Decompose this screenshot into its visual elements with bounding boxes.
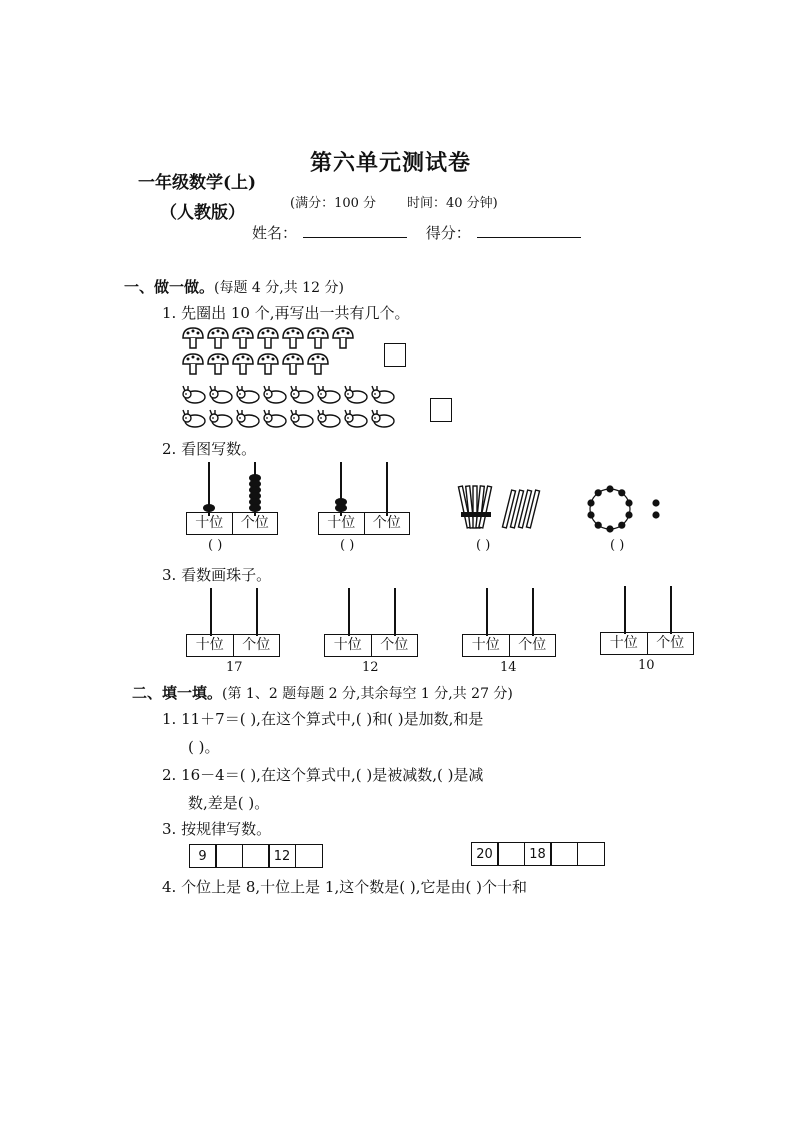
mushroom-icon xyxy=(258,328,278,348)
rabbit-icon xyxy=(264,410,286,427)
s2-q1-line2: ( )。 xyxy=(188,738,220,756)
mushroom-icon xyxy=(183,328,203,348)
place-value-table xyxy=(186,512,278,535)
edition-label: （人教版） xyxy=(160,203,245,223)
rabbit-icon xyxy=(237,386,259,403)
bead xyxy=(335,504,347,512)
s1-q3-text: 3. 看数画珠子。 xyxy=(162,566,272,584)
ones-rod xyxy=(670,586,672,634)
name-score-row xyxy=(252,222,595,243)
sequence-cell: 20 xyxy=(471,842,499,866)
place-value-table xyxy=(318,512,410,535)
rabbit-icon xyxy=(291,410,313,427)
abacus-draw-4[interactable] xyxy=(600,586,694,656)
time-limit: 时间：40 分钟) xyxy=(407,196,498,211)
abacus-draw-2[interactable] xyxy=(324,588,418,658)
abacus-item-1 xyxy=(186,462,278,538)
section2-note: (第 1、2 题每题 2 分,其余每空 1 分,共 27 分) xyxy=(222,686,513,702)
answer-blank[interactable]: ( ) xyxy=(340,538,355,553)
section1-heading: 一、做一做。 xyxy=(124,278,215,296)
tens-rod xyxy=(624,586,626,634)
mushroom-icon xyxy=(333,328,353,348)
mushroom-icon xyxy=(283,354,303,374)
mushroom-icon xyxy=(283,328,303,348)
subject-label: 一年级数学(上) xyxy=(138,173,257,193)
mushroom-icon xyxy=(183,354,203,374)
tens-rod xyxy=(210,588,212,636)
rabbit-icon xyxy=(345,410,367,427)
ones-rod xyxy=(386,462,388,516)
name-label: 姓名： xyxy=(252,224,298,242)
s2-q2-line2: 数,差是( )。 xyxy=(188,794,270,812)
rabbit-icon xyxy=(237,410,259,427)
rabbit-icon xyxy=(264,386,286,403)
sequence-cell[interactable] xyxy=(295,844,323,868)
mushroom-icon xyxy=(258,354,278,374)
tens-label: 十位 xyxy=(333,637,362,653)
sticks-icon xyxy=(455,484,547,534)
target-number: 14 xyxy=(500,660,517,675)
score-label: 得分： xyxy=(425,224,471,242)
ones-label: 个位 xyxy=(371,635,418,656)
ones-rod xyxy=(394,588,396,636)
ones-label: 个位 xyxy=(647,633,694,654)
tens-label: 十位 xyxy=(327,515,356,531)
rabbit-group xyxy=(182,384,412,432)
s2-q4-text: 4. 个位上是 8,十位上是 1,这个数是( ),它是由( )个十和 xyxy=(162,878,527,896)
dots-icon xyxy=(582,484,664,534)
section2-heading: 二、填一填。 xyxy=(132,684,223,702)
ones-label: 个位 xyxy=(233,635,280,656)
ones-rod xyxy=(532,588,534,636)
target-number: 12 xyxy=(362,660,379,675)
sequence-cell[interactable] xyxy=(577,842,605,866)
s2-q2-line1: 2. 16－4＝( ),在这个算式中,( )是被减数,( )是减 xyxy=(162,766,484,784)
abacus-draw-1[interactable] xyxy=(186,588,280,658)
answer-blank[interactable]: ( ) xyxy=(476,538,491,553)
place-value-table xyxy=(186,634,280,657)
page-title: 第六单元测试卷 xyxy=(310,150,472,176)
rabbit-icon xyxy=(183,386,205,403)
rabbit-icon xyxy=(291,386,313,403)
name-field[interactable] xyxy=(303,223,407,238)
sequence-cell: 9 xyxy=(189,844,217,868)
ones-label: 个位 xyxy=(364,513,410,534)
sequence-cell[interactable] xyxy=(242,844,270,868)
mushroom-icon xyxy=(308,328,328,348)
score-field[interactable] xyxy=(477,223,581,238)
tens-label: 十位 xyxy=(471,637,500,653)
full-score: (满分：100 分 xyxy=(290,196,377,211)
sequence-cell[interactable] xyxy=(550,842,578,866)
target-number: 10 xyxy=(638,658,655,673)
mushroom-icon xyxy=(233,354,253,374)
ones-label: 个位 xyxy=(232,513,278,534)
bead xyxy=(249,504,261,512)
mushroom-group xyxy=(182,326,372,380)
mushroom-icon xyxy=(208,354,228,374)
answer-box-mushrooms[interactable] xyxy=(384,343,406,367)
section2-heading-row xyxy=(132,682,513,703)
tens-label: 十位 xyxy=(195,637,224,653)
target-number: 17 xyxy=(226,660,243,675)
mushroom-icon xyxy=(208,328,228,348)
abacus-draw-3[interactable] xyxy=(462,588,556,658)
rabbit-icon xyxy=(183,410,205,427)
sequence-cell[interactable] xyxy=(215,844,243,868)
ones-label: 个位 xyxy=(509,635,556,656)
rabbit-icon xyxy=(210,386,232,403)
mushroom-icon xyxy=(233,328,253,348)
section1-heading-row xyxy=(124,276,344,297)
s1-q1-text: 1. 先圈出 10 个,再写出一共有几个。 xyxy=(162,304,410,322)
place-value-table xyxy=(324,634,418,657)
sequence-cell: 12 xyxy=(268,844,296,868)
rabbit-icon xyxy=(318,386,340,403)
tens-label: 十位 xyxy=(195,515,224,531)
tens-label: 十位 xyxy=(609,635,638,651)
rabbit-icon xyxy=(318,410,340,427)
place-value-table xyxy=(600,632,694,655)
s2-q3-text: 3. 按规律写数。 xyxy=(162,820,272,838)
answer-blank[interactable]: ( ) xyxy=(610,538,625,553)
sequence-row-1 xyxy=(190,844,323,868)
tens-rod xyxy=(348,588,350,636)
answer-blank[interactable]: ( ) xyxy=(208,538,223,553)
rabbit-icon xyxy=(372,386,394,403)
rabbit-icon xyxy=(210,410,232,427)
rabbit-icon xyxy=(345,386,367,403)
sequence-cell[interactable] xyxy=(497,842,525,866)
section1-note: (每题 4 分,共 12 分) xyxy=(214,280,344,296)
rabbit-icon xyxy=(372,410,394,427)
s2-q1-line1: 1. 11＋7＝( ),在这个算式中,( )和( )是加数,和是 xyxy=(162,710,484,728)
sequence-row-2 xyxy=(472,842,605,866)
ones-rod xyxy=(256,588,258,636)
sequence-cell: 18 xyxy=(524,842,552,866)
s1-q2-text: 2. 看图写数。 xyxy=(162,440,257,458)
bead xyxy=(203,504,215,512)
tens-rod xyxy=(486,588,488,636)
mushroom-icon xyxy=(308,354,328,374)
place-value-table xyxy=(462,634,556,657)
abacus-item-2 xyxy=(318,462,410,538)
answer-box-rabbits[interactable] xyxy=(430,398,452,422)
